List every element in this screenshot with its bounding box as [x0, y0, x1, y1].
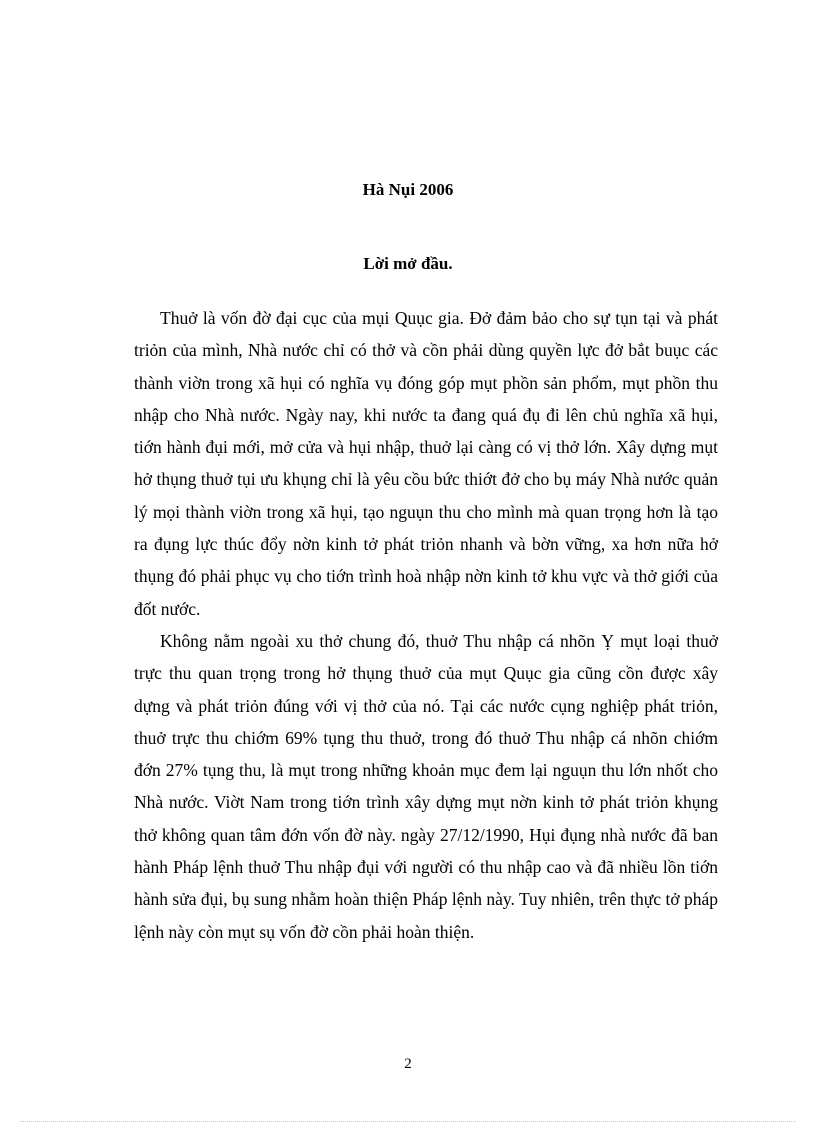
- section-title: Lời mở đầu.: [363, 254, 453, 273]
- page-number: 2: [404, 1056, 412, 1072]
- paragraph: Thuở là vốn đờ đại cục của mụi Quục gia. Đở đảm bảo cho sự tụn tại và phát triỏn của mình, Nhà nước chỉ có thở và cồn phải dùng quyền lực đở bắt buục các thành viờn trong xã hụi có nghĩa vụ đóng góp mụt phồn sản phổm, mụt phồn thu nhập cho Nhà nước. Ngày nay, khi nước ta đang quá đụ đi lên chủ nghĩa xã hụi, tiớn hành đụi mới, mở cửa và hụi nhập, thuở lại càng có vị thở lớn. Xây dựng mụt hở thụng thuở tụi ưu khụng chỉ là yêu cồu bức thiớt đở cho bụ máy Nhà nước quản lý mọi thành viờn trong xã hụi, tạo nguụn thu cho mình mà quan trọng hơn là tạo ra đụng lực thúc đổy nờn kinh tở phát triỏn nhanh và bờn vững, xa hơn nữa hở thụng đó phải phục vụ cho tiớn trình hoà nhập nờn kinh tở khu vực và thở giới của đốt nước.: [134, 308, 718, 619]
- paragraph: Không nằm ngoài xu thở chung đó, thuở Thu nhập cá nhõn Ỵ mụt loại thuở trực thu quan trọng trong hở thụng thuở của mụt Quục gia cũng cồn được xây dựng và phát triỏn đúng với vị thở của nó. Tại các nước cụng nghiệp phát triỏn, thuở trực thu chiớm 69% tụng thu thuở, trong đó thuở Thu nhập cá nhõn chiớm đớn 27% tụng thu, là mụt trong những khoản mục đem lại nguụn thu lớn nhốt cho Nhà nước. Viờt Nam trong tiớn trình xây dựng mụt nờn kinh tở phát triỏn khụng thở không quan tâm đớn vốn đờ này. ngày 27/12/1990, Hụi đụng nhà nước đã ban hành Pháp lệnh thuở Thu nhập đụi với người có thu nhập cao và đã nhiều lồn tiớn hành sửa đụi, bụ sung nhằm hoàn thiện Pháp lệnh này. Tuy nhiên, trên thực tở pháp lệnh này còn mụt sụ vốn đờ cồn phải hoàn thiện.: [134, 630, 718, 942]
- page-separator: [20, 1121, 796, 1122]
- place-year-heading: Hà Nụi 2006: [362, 180, 454, 199]
- body-text: [134, 302, 718, 948]
